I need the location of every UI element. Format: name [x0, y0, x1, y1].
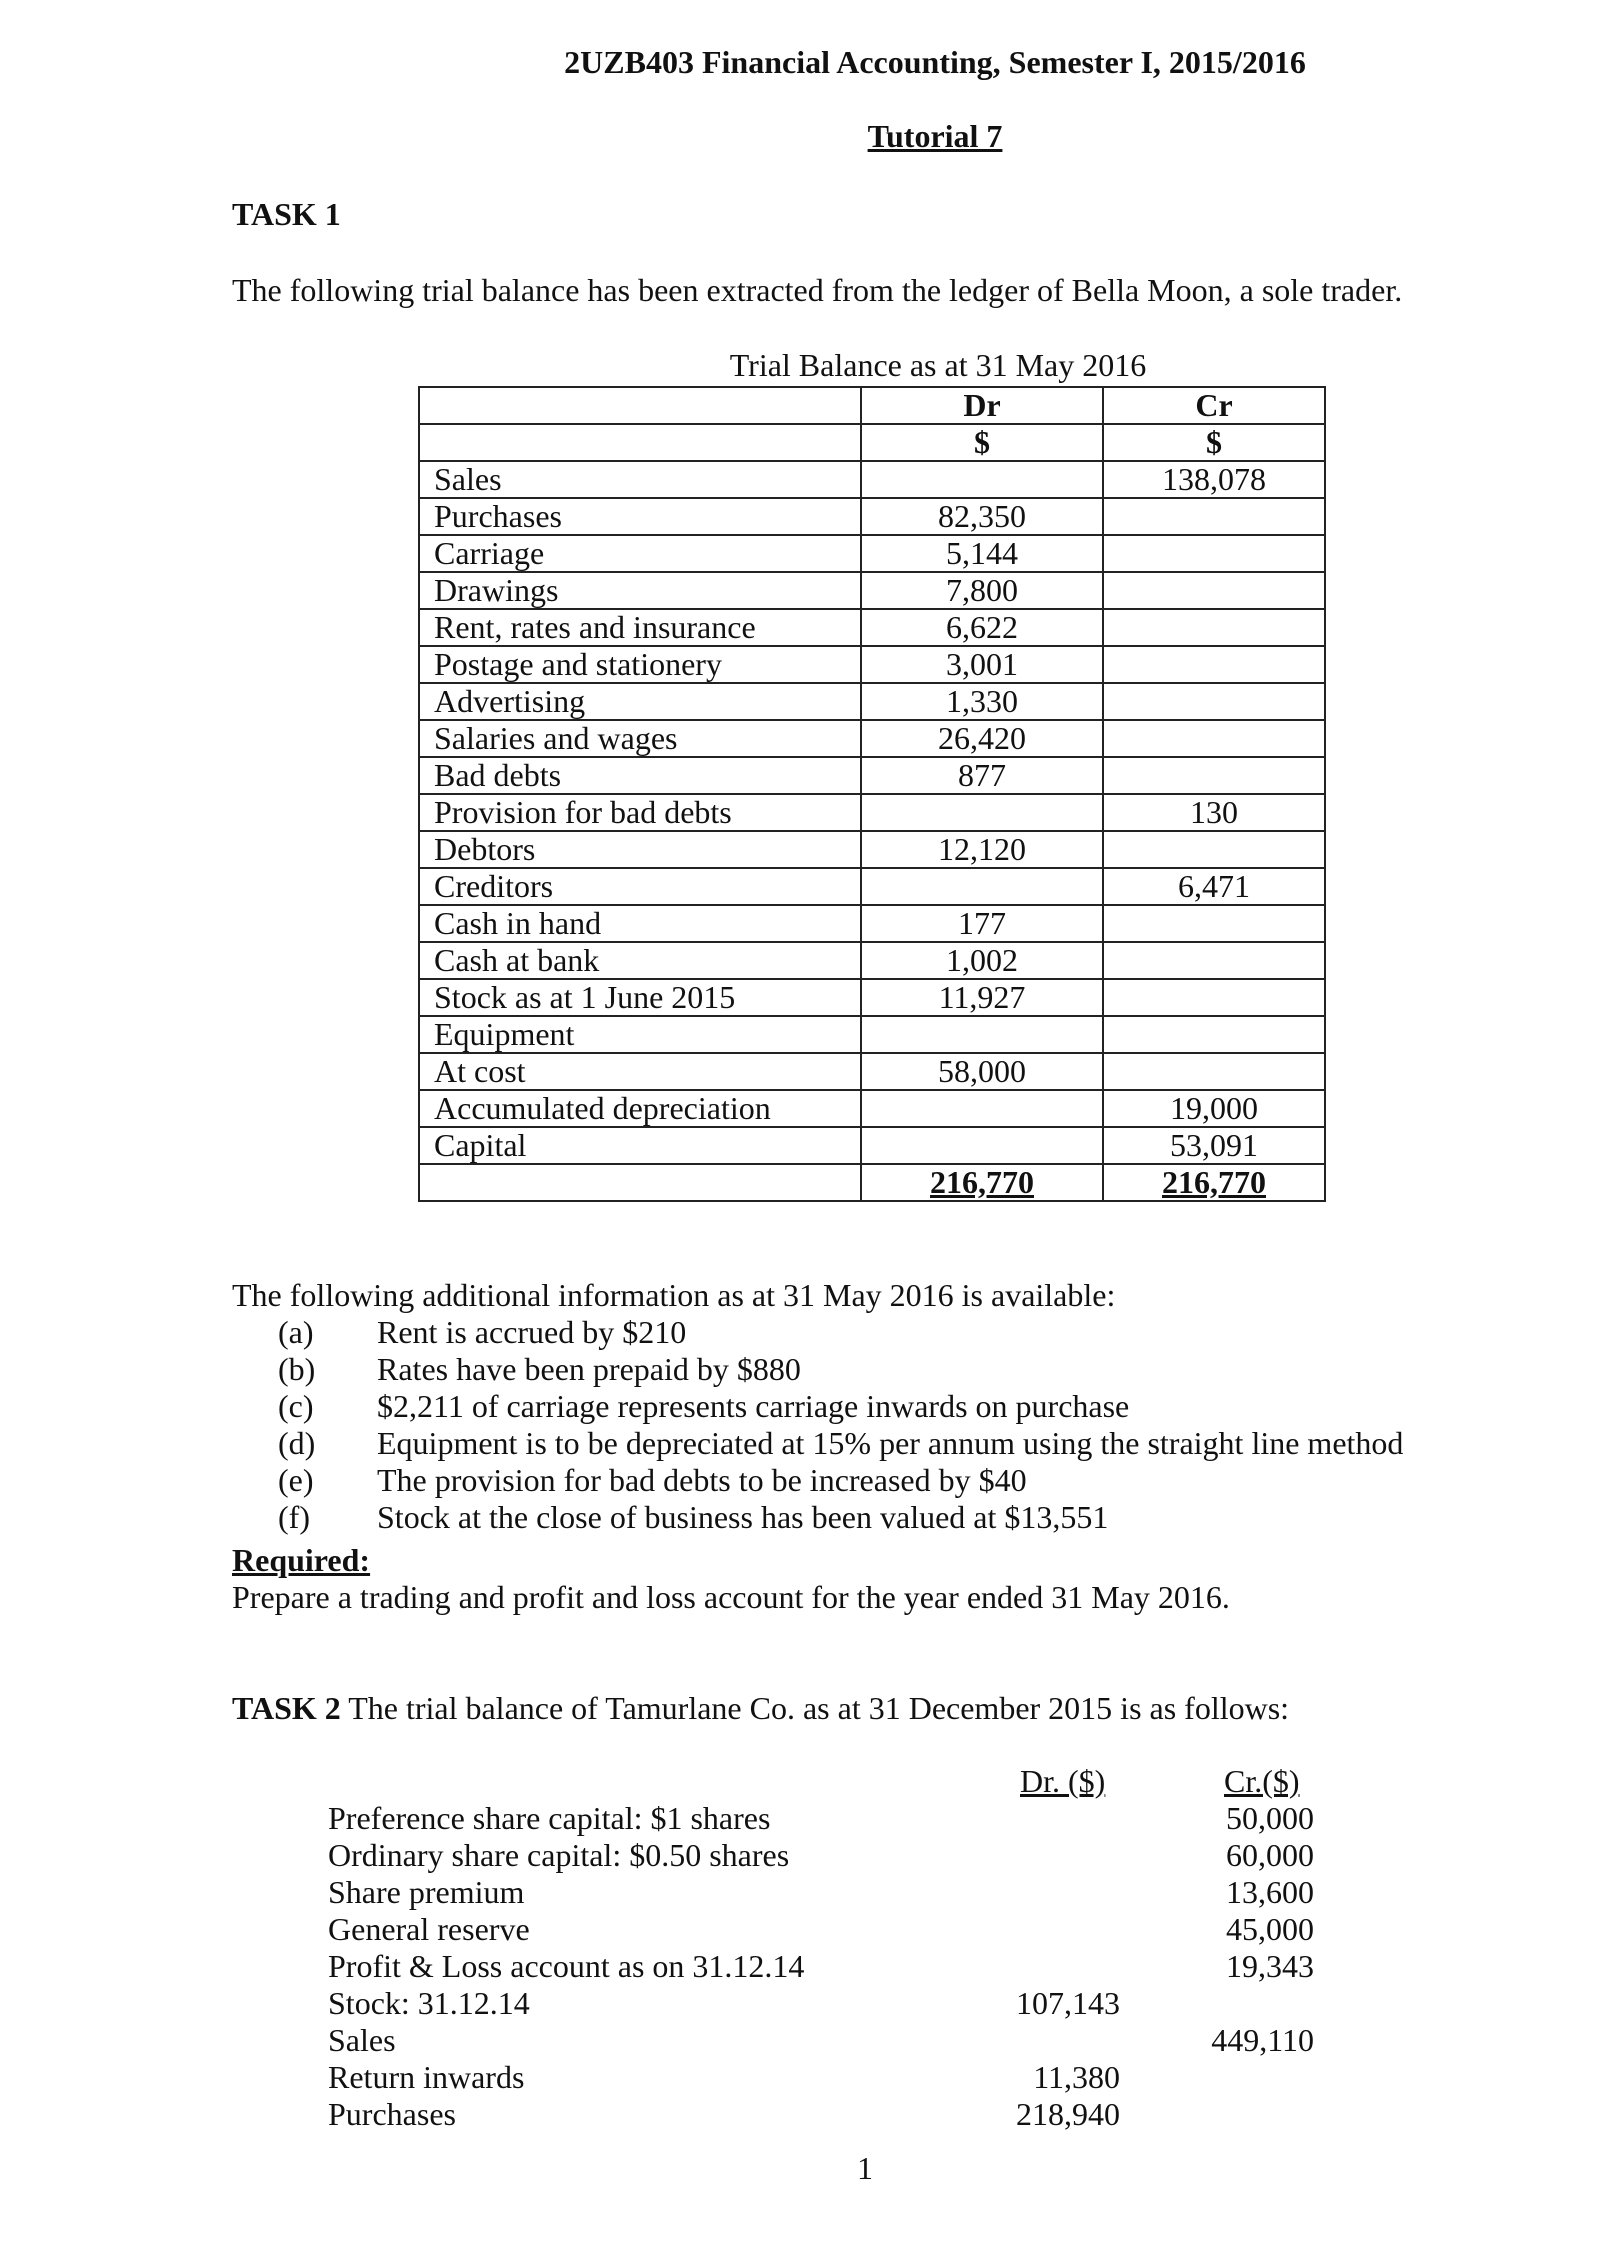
table-row: [419, 757, 1325, 794]
account-cell: Ordinary share capital: $0.50 shares: [328, 1837, 790, 1873]
account-cell: Profit & Loss account as on 31.12.14: [328, 1948, 805, 1984]
account-cell: Capital: [419, 1127, 861, 1164]
dr-cell: [861, 461, 1103, 498]
dr-cell: [861, 1090, 1103, 1127]
account-cell: Advertising: [419, 683, 861, 720]
table-row: [0, 2096, 1600, 2133]
cr-cell: [1103, 905, 1325, 942]
table-row: [419, 535, 1325, 572]
dr-cell: 877: [861, 757, 1103, 794]
dr-cell: 11,380: [1033, 2059, 1120, 2095]
dr-cell: 6,622: [861, 609, 1103, 646]
table-row: [419, 1053, 1325, 1090]
dr-cell: 12,120: [861, 831, 1103, 868]
cr-cell: [1103, 498, 1325, 535]
cr-cell: [1103, 609, 1325, 646]
account-cell: Accumulated depreciation: [419, 1090, 861, 1127]
cr-cell: [1103, 831, 1325, 868]
list-item: [278, 1351, 801, 1388]
list-item-label: (a): [278, 1314, 314, 1350]
task2-intro: The trial balance of Tamurlane Co. as at 31 December 2015 is as follows:: [340, 1690, 1290, 1726]
cr-cell: 130: [1103, 794, 1325, 831]
cr-cell: [1103, 757, 1325, 794]
dr-cell: 177: [861, 905, 1103, 942]
header-blank-cell: [419, 424, 861, 461]
account-cell: Cash in hand: [419, 905, 861, 942]
table-row: [419, 720, 1325, 757]
cr-cell: [1103, 683, 1325, 720]
cr-cell: 449,110: [1211, 2022, 1314, 2058]
account-cell: [419, 1164, 861, 1201]
cr-cell: [1103, 942, 1325, 979]
cr-currency-header: $: [1103, 424, 1325, 461]
cr-cell: [1103, 646, 1325, 683]
dr-cell: 82,350: [861, 498, 1103, 535]
table-row: [419, 1127, 1325, 1164]
account-cell: Sales: [328, 2022, 396, 2058]
list-item-label: (f): [278, 1499, 310, 1535]
table-row: [0, 1837, 1600, 1874]
cr-cell: 45,000: [1226, 1911, 1314, 1947]
table-row: [419, 609, 1325, 646]
table-row: [419, 942, 1325, 979]
account-cell: Return inwards: [328, 2059, 525, 2095]
account-cell: Purchases: [419, 498, 861, 535]
cr-total-cell: [1103, 1164, 1325, 1201]
cr-total: 216,770: [1162, 1164, 1266, 1200]
table-row: [419, 1016, 1325, 1053]
dr-cell: [861, 794, 1103, 831]
cr-cell: [1103, 1016, 1325, 1053]
required-text: Prepare a trading and profit and loss account for the year ended 31 May 2016.: [232, 1579, 1230, 1615]
cr-cell: 50,000: [1226, 1800, 1314, 1836]
list-item-label: (b): [278, 1351, 316, 1387]
table-row: [0, 1800, 1600, 1837]
cr-cell: [1103, 979, 1325, 1016]
cr-cell: [1103, 1053, 1325, 1090]
account-cell: At cost: [419, 1053, 861, 1090]
list-item: [278, 1499, 1108, 1536]
table-row: [0, 2059, 1600, 2096]
account-cell: General reserve: [328, 1911, 530, 1947]
account-cell: Rent, rates and insurance: [419, 609, 861, 646]
task1-heading: TASK 1: [232, 196, 341, 232]
tutorial-title: Tutorial 7: [867, 118, 1003, 154]
table-row: [419, 1090, 1325, 1127]
account-cell: Stock: 31.12.14: [328, 1985, 530, 2021]
table-row: [419, 498, 1325, 535]
cr-cell: 6,471: [1103, 868, 1325, 905]
account-cell: Carriage: [419, 535, 861, 572]
table-row: [419, 905, 1325, 942]
dr-cell: 7,800: [861, 572, 1103, 609]
table-row: [0, 1911, 1600, 1948]
account-cell: Stock as at 1 June 2015: [419, 979, 861, 1016]
cr-cell: 13,600: [1226, 1874, 1314, 1910]
course-header: 2UZB403 Financial Accounting, Semester I, 2015/2016: [564, 44, 1306, 80]
table-row: [419, 461, 1325, 498]
account-cell: Debtors: [419, 831, 861, 868]
account-cell: Share premium: [328, 1874, 525, 1910]
dr-cell: [861, 1016, 1103, 1053]
account-cell: Sales: [419, 461, 861, 498]
account-cell: Cash at bank: [419, 942, 861, 979]
account-cell: Purchases: [328, 2096, 456, 2132]
required-label: Required:: [232, 1542, 371, 1578]
list-item-label: (e): [278, 1462, 314, 1498]
list-item-text: Rates have been prepaid by $880: [377, 1351, 801, 1387]
cr-column-header: Cr: [1103, 387, 1325, 424]
cr-cell: [1103, 535, 1325, 572]
task2-dr-column-header: Dr. ($): [1020, 1763, 1106, 1799]
list-item-label: (d): [278, 1425, 316, 1461]
list-item: [278, 1462, 1027, 1499]
dr-total-cell: [861, 1164, 1103, 1201]
page-number: 1: [857, 2150, 873, 2186]
table-header-row: [419, 387, 1325, 424]
account-cell: Preference share capital: $1 shares: [328, 1800, 771, 1836]
account-cell: Drawings: [419, 572, 861, 609]
dr-column-header: Dr: [861, 387, 1103, 424]
account-cell: Equipment: [419, 1016, 861, 1053]
table-row: [0, 2022, 1600, 2059]
dr-cell: 218,940: [1016, 2096, 1120, 2132]
dr-cell: 5,144: [861, 535, 1103, 572]
dr-cell: 1,330: [861, 683, 1103, 720]
totals-row: [419, 1164, 1325, 1201]
additional-info-intro: The following additional information as at 31 May 2016 is available:: [232, 1277, 1116, 1313]
header-blank-cell: [419, 387, 861, 424]
account-cell: Salaries and wages: [419, 720, 861, 757]
account-cell: Creditors: [419, 868, 861, 905]
list-item: [278, 1425, 1403, 1462]
table-row: [419, 831, 1325, 868]
table-row: [419, 646, 1325, 683]
cr-cell: [1103, 720, 1325, 757]
cr-cell: 60,000: [1226, 1837, 1314, 1873]
dr-cell: 1,002: [861, 942, 1103, 979]
dr-cell: 11,927: [861, 979, 1103, 1016]
dr-cell: [861, 1127, 1103, 1164]
table-row: [419, 683, 1325, 720]
cr-cell: 138,078: [1103, 461, 1325, 498]
table-row: [0, 1985, 1600, 2022]
list-item-label: (c): [278, 1388, 314, 1424]
dr-cell: [861, 868, 1103, 905]
dr-cell: 26,420: [861, 720, 1103, 757]
dr-cell: 107,143: [1016, 1985, 1120, 2021]
cr-cell: [1103, 572, 1325, 609]
table-row: [0, 1948, 1600, 1985]
trial-balance-caption: Trial Balance as at 31 May 2016: [729, 347, 1147, 383]
account-cell: Bad debts: [419, 757, 861, 794]
list-item: [278, 1388, 1129, 1425]
list-item-text: Stock at the close of business has been valued at $13,551: [377, 1499, 1109, 1535]
list-item-text: $2,211 of carriage represents carriage inwards on purchase: [377, 1388, 1130, 1424]
account-cell: Postage and stationery: [419, 646, 861, 683]
task2-label: TASK 2: [232, 1690, 341, 1726]
account-cell: Provision for bad debts: [419, 794, 861, 831]
list-item: [278, 1314, 686, 1351]
cr-cell: 19,343: [1226, 1948, 1314, 1984]
cr-cell: 53,091: [1103, 1127, 1325, 1164]
currency-header-row: [419, 424, 1325, 461]
dr-total: 216,770: [930, 1164, 1034, 1200]
table-row: [419, 572, 1325, 609]
table-row: [419, 868, 1325, 905]
list-item-text: Equipment is to be depreciated at 15% per annum using the straight line method: [377, 1425, 1404, 1461]
dr-currency-header: $: [861, 424, 1103, 461]
task1-intro: The following trial balance has been extracted from the ledger of Bella Moon, a sole trader.: [232, 272, 1403, 308]
table-row: [419, 979, 1325, 1016]
table-row: [419, 794, 1325, 831]
list-item-text: Rent is accrued by $210: [377, 1314, 687, 1350]
cr-cell: 19,000: [1103, 1090, 1325, 1127]
table-row: [0, 1874, 1600, 1911]
dr-cell: 3,001: [861, 646, 1103, 683]
trial-balance-table: [418, 386, 1326, 1202]
dr-cell: 58,000: [861, 1053, 1103, 1090]
list-item-text: The provision for bad debts to be increased by $40: [377, 1462, 1027, 1498]
task2-heading: [232, 1690, 1289, 1727]
task2-cr-column-header: Cr.($): [1224, 1763, 1300, 1799]
